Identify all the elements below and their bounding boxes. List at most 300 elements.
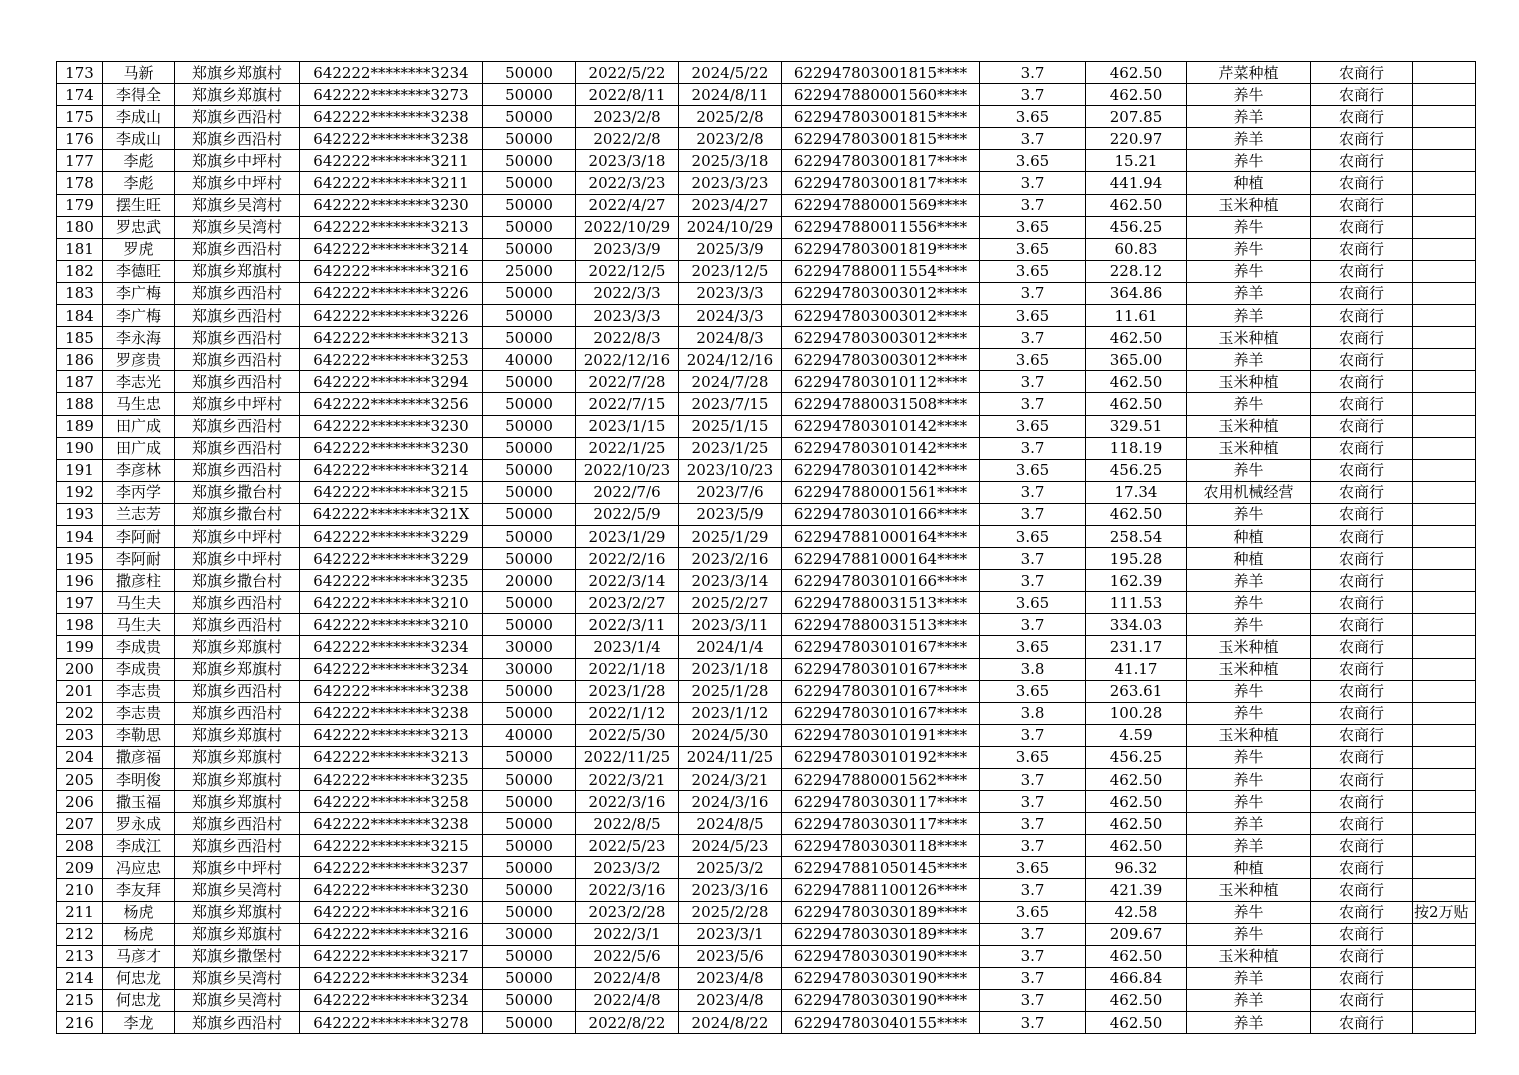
subsidy-amount-cell: 118.19 <box>1086 437 1187 459</box>
village-cell: 郑旗乡西沿村 <box>175 371 300 393</box>
row-number-cell: 179 <box>57 194 103 216</box>
row-number-cell: 206 <box>57 791 103 813</box>
table-row <box>57 172 1476 194</box>
row-number-cell: 198 <box>57 614 103 636</box>
account-number-cell: 622947803030118**** <box>782 835 980 857</box>
interest-rate-cell: 3.7 <box>980 194 1086 216</box>
loan-amount-cell: 50000 <box>483 746 576 768</box>
bank-cell: 农商行 <box>1311 945 1413 967</box>
table-row <box>57 813 1476 835</box>
table-row <box>57 989 1476 1011</box>
purpose-cell: 养牛 <box>1187 702 1311 724</box>
end-date-cell: 2024/5/23 <box>679 835 782 857</box>
account-number-cell: 622947803001815**** <box>782 62 980 84</box>
name-cell: 马彦才 <box>103 945 175 967</box>
row-number-cell: 193 <box>57 503 103 525</box>
note-cell <box>1413 989 1476 1011</box>
loan-amount-cell: 50000 <box>483 282 576 304</box>
note-cell <box>1413 746 1476 768</box>
subsidy-amount-cell: 258.54 <box>1086 525 1187 547</box>
account-number-cell: 622947803010167**** <box>782 658 980 680</box>
id-number-cell: 642222********3213 <box>300 216 483 238</box>
name-cell: 李得全 <box>103 84 175 106</box>
name-cell: 冯应忠 <box>103 857 175 879</box>
village-cell: 郑旗乡撒台村 <box>175 570 300 592</box>
start-date-cell: 2023/1/29 <box>576 525 679 547</box>
bank-cell: 农商行 <box>1311 481 1413 503</box>
village-cell: 郑旗乡西沿村 <box>175 305 300 327</box>
purpose-cell: 养牛 <box>1187 746 1311 768</box>
name-cell: 罗忠武 <box>103 216 175 238</box>
subsidy-amount-cell: 421.39 <box>1086 879 1187 901</box>
table-row <box>57 923 1476 945</box>
interest-rate-cell: 3.65 <box>980 525 1086 547</box>
id-number-cell: 642222********3234 <box>300 658 483 680</box>
start-date-cell: 2022/3/11 <box>576 614 679 636</box>
account-number-cell: 622947881000164**** <box>782 548 980 570</box>
start-date-cell: 2022/3/1 <box>576 923 679 945</box>
row-number-cell: 186 <box>57 349 103 371</box>
end-date-cell: 2023/7/15 <box>679 393 782 415</box>
village-cell: 郑旗乡西沿村 <box>175 238 300 260</box>
interest-rate-cell: 3.7 <box>980 128 1086 150</box>
loan-amount-cell: 50000 <box>483 879 576 901</box>
name-cell: 李德旺 <box>103 260 175 282</box>
table-row <box>57 305 1476 327</box>
interest-rate-cell: 3.65 <box>980 260 1086 282</box>
note-cell <box>1413 106 1476 128</box>
loan-amount-cell: 50000 <box>483 857 576 879</box>
name-cell: 杨虎 <box>103 923 175 945</box>
table-row <box>57 128 1476 150</box>
note-cell <box>1413 945 1476 967</box>
id-number-cell: 642222********3211 <box>300 150 483 172</box>
bank-cell: 农商行 <box>1311 503 1413 525</box>
name-cell: 撒彦福 <box>103 746 175 768</box>
purpose-cell: 种植 <box>1187 172 1311 194</box>
loan-amount-cell: 50000 <box>483 150 576 172</box>
account-number-cell: 622947881000164**** <box>782 525 980 547</box>
loan-amount-cell: 20000 <box>483 570 576 592</box>
name-cell: 马生忠 <box>103 393 175 415</box>
note-cell <box>1413 415 1476 437</box>
id-number-cell: 642222********3211 <box>300 172 483 194</box>
loan-amount-cell: 50000 <box>483 128 576 150</box>
purpose-cell: 养牛 <box>1187 923 1311 945</box>
loan-amount-cell: 30000 <box>483 923 576 945</box>
note-cell <box>1413 62 1476 84</box>
row-number-cell: 190 <box>57 437 103 459</box>
start-date-cell: 2022/12/16 <box>576 349 679 371</box>
interest-rate-cell: 3.8 <box>980 702 1086 724</box>
table-row <box>57 106 1476 128</box>
account-number-cell: 622947803030190**** <box>782 967 980 989</box>
account-number-cell: 622947880001560**** <box>782 84 980 106</box>
village-cell: 郑旗乡西沿村 <box>175 1012 300 1034</box>
table-row <box>57 282 1476 304</box>
end-date-cell: 2024/8/22 <box>679 1012 782 1034</box>
village-cell: 郑旗乡西沿村 <box>175 415 300 437</box>
purpose-cell: 养羊 <box>1187 128 1311 150</box>
village-cell: 郑旗乡西沿村 <box>175 437 300 459</box>
village-cell: 郑旗乡郑旗村 <box>175 769 300 791</box>
end-date-cell: 2024/8/5 <box>679 813 782 835</box>
table-row <box>57 415 1476 437</box>
table-row <box>57 945 1476 967</box>
account-number-cell: 622947880031513**** <box>782 592 980 614</box>
table-row <box>57 835 1476 857</box>
interest-rate-cell: 3.65 <box>980 680 1086 702</box>
table-row <box>57 525 1476 547</box>
bank-cell: 农商行 <box>1311 967 1413 989</box>
id-number-cell: 642222********3230 <box>300 194 483 216</box>
subsidy-amount-cell: 462.50 <box>1086 835 1187 857</box>
interest-rate-cell: 3.7 <box>980 923 1086 945</box>
id-number-cell: 642222********3216 <box>300 923 483 945</box>
loan-amount-cell: 50000 <box>483 84 576 106</box>
account-number-cell: 622947803010167**** <box>782 702 980 724</box>
purpose-cell: 养羊 <box>1187 967 1311 989</box>
interest-rate-cell: 3.65 <box>980 636 1086 658</box>
bank-cell: 农商行 <box>1311 172 1413 194</box>
note-cell <box>1413 503 1476 525</box>
note-cell <box>1413 835 1476 857</box>
note-cell <box>1413 238 1476 260</box>
start-date-cell: 2022/1/12 <box>576 702 679 724</box>
bank-cell: 农商行 <box>1311 62 1413 84</box>
village-cell: 郑旗乡西沿村 <box>175 614 300 636</box>
loan-amount-cell: 50000 <box>483 1012 576 1034</box>
end-date-cell: 2025/3/18 <box>679 150 782 172</box>
loan-amount-cell: 30000 <box>483 658 576 680</box>
purpose-cell: 玉米种植 <box>1187 879 1311 901</box>
purpose-cell: 种植 <box>1187 525 1311 547</box>
name-cell: 马生夫 <box>103 592 175 614</box>
account-number-cell: 622947803040155**** <box>782 1012 980 1034</box>
bank-cell: 农商行 <box>1311 371 1413 393</box>
village-cell: 郑旗乡郑旗村 <box>175 923 300 945</box>
end-date-cell: 2024/12/16 <box>679 349 782 371</box>
subsidy-amount-cell: 209.67 <box>1086 923 1187 945</box>
end-date-cell: 2023/1/25 <box>679 437 782 459</box>
bank-cell: 农商行 <box>1311 305 1413 327</box>
subsidy-amount-cell: 17.34 <box>1086 481 1187 503</box>
purpose-cell: 养羊 <box>1187 1012 1311 1034</box>
interest-rate-cell: 3.65 <box>980 901 1086 923</box>
note-cell <box>1413 216 1476 238</box>
note-cell <box>1413 459 1476 481</box>
village-cell: 郑旗乡撒堡村 <box>175 945 300 967</box>
table-row <box>57 724 1476 746</box>
id-number-cell: 642222********3234 <box>300 989 483 1011</box>
loan-amount-cell: 50000 <box>483 238 576 260</box>
name-cell: 李广梅 <box>103 282 175 304</box>
interest-rate-cell: 3.65 <box>980 305 1086 327</box>
end-date-cell: 2024/1/4 <box>679 636 782 658</box>
bank-cell: 农商行 <box>1311 835 1413 857</box>
interest-rate-cell: 3.7 <box>980 62 1086 84</box>
subsidy-amount-cell: 462.50 <box>1086 84 1187 106</box>
note-cell <box>1413 879 1476 901</box>
loan-amount-cell: 50000 <box>483 835 576 857</box>
table-row <box>57 194 1476 216</box>
bank-cell: 农商行 <box>1311 194 1413 216</box>
account-number-cell: 622947881100126**** <box>782 879 980 901</box>
note-cell <box>1413 548 1476 570</box>
name-cell: 马新 <box>103 62 175 84</box>
purpose-cell: 养牛 <box>1187 769 1311 791</box>
loan-amount-cell: 50000 <box>483 813 576 835</box>
account-number-cell: 622947803010192**** <box>782 746 980 768</box>
start-date-cell: 2022/5/22 <box>576 62 679 84</box>
name-cell: 何忠龙 <box>103 989 175 1011</box>
table-row <box>57 658 1476 680</box>
id-number-cell: 642222********3237 <box>300 857 483 879</box>
note-cell <box>1413 150 1476 172</box>
bank-cell: 农商行 <box>1311 724 1413 746</box>
loan-amount-cell: 50000 <box>483 459 576 481</box>
subsidy-amount-cell: 462.50 <box>1086 769 1187 791</box>
start-date-cell: 2022/8/22 <box>576 1012 679 1034</box>
bank-cell: 农商行 <box>1311 238 1413 260</box>
name-cell: 李志贵 <box>103 702 175 724</box>
name-cell: 李明俊 <box>103 769 175 791</box>
loan-amount-cell: 50000 <box>483 62 576 84</box>
id-number-cell: 642222********3230 <box>300 879 483 901</box>
bank-cell: 农商行 <box>1311 614 1413 636</box>
bank-cell: 农商行 <box>1311 1012 1413 1034</box>
start-date-cell: 2022/2/16 <box>576 548 679 570</box>
account-number-cell: 622947803030190**** <box>782 945 980 967</box>
subsidy-amount-cell: 162.39 <box>1086 570 1187 592</box>
row-number-cell: 216 <box>57 1012 103 1034</box>
table-row <box>57 967 1476 989</box>
subsidy-amount-cell: 263.61 <box>1086 680 1187 702</box>
purpose-cell: 养羊 <box>1187 813 1311 835</box>
subsidy-amount-cell: 231.17 <box>1086 636 1187 658</box>
interest-rate-cell: 3.7 <box>980 327 1086 349</box>
table-row <box>57 349 1476 371</box>
row-number-cell: 211 <box>57 901 103 923</box>
note-cell <box>1413 702 1476 724</box>
start-date-cell: 2023/1/15 <box>576 415 679 437</box>
village-cell: 郑旗乡郑旗村 <box>175 84 300 106</box>
row-number-cell: 214 <box>57 967 103 989</box>
start-date-cell: 2022/4/27 <box>576 194 679 216</box>
loan-amount-cell: 25000 <box>483 260 576 282</box>
subsidy-amount-cell: 364.86 <box>1086 282 1187 304</box>
subsidy-amount-cell: 462.50 <box>1086 1012 1187 1034</box>
table-row <box>57 746 1476 768</box>
loan-amount-cell: 50000 <box>483 592 576 614</box>
purpose-cell: 玉米种植 <box>1187 636 1311 658</box>
id-number-cell: 642222********3234 <box>300 967 483 989</box>
note-cell <box>1413 128 1476 150</box>
purpose-cell: 养羊 <box>1187 282 1311 304</box>
row-number-cell: 192 <box>57 481 103 503</box>
village-cell: 郑旗乡西沿村 <box>175 282 300 304</box>
start-date-cell: 2022/3/21 <box>576 769 679 791</box>
table-row <box>57 62 1476 84</box>
subsidy-amount-cell: 96.32 <box>1086 857 1187 879</box>
loan-amount-cell: 50000 <box>483 967 576 989</box>
purpose-cell: 玉米种植 <box>1187 194 1311 216</box>
end-date-cell: 2023/10/23 <box>679 459 782 481</box>
village-cell: 郑旗乡中坪村 <box>175 857 300 879</box>
purpose-cell: 养牛 <box>1187 216 1311 238</box>
table-row <box>57 150 1476 172</box>
village-cell: 郑旗乡郑旗村 <box>175 62 300 84</box>
end-date-cell: 2024/3/16 <box>679 791 782 813</box>
purpose-cell: 玉米种植 <box>1187 371 1311 393</box>
end-date-cell: 2023/3/3 <box>679 282 782 304</box>
purpose-cell: 养牛 <box>1187 614 1311 636</box>
table-row <box>57 592 1476 614</box>
account-number-cell: 622947803010167**** <box>782 680 980 702</box>
bank-cell: 农商行 <box>1311 989 1413 1011</box>
start-date-cell: 2022/11/25 <box>576 746 679 768</box>
interest-rate-cell: 3.65 <box>980 592 1086 614</box>
bank-cell: 农商行 <box>1311 923 1413 945</box>
row-number-cell: 183 <box>57 282 103 304</box>
purpose-cell: 养牛 <box>1187 680 1311 702</box>
row-number-cell: 187 <box>57 371 103 393</box>
end-date-cell: 2024/11/25 <box>679 746 782 768</box>
id-number-cell: 642222********3226 <box>300 305 483 327</box>
village-cell: 郑旗乡撒台村 <box>175 481 300 503</box>
interest-rate-cell: 3.65 <box>980 349 1086 371</box>
interest-rate-cell: 3.7 <box>980 371 1086 393</box>
account-number-cell: 622947880001561**** <box>782 481 980 503</box>
id-number-cell: 642222********3214 <box>300 459 483 481</box>
purpose-cell: 养牛 <box>1187 459 1311 481</box>
village-cell: 郑旗乡西沿村 <box>175 835 300 857</box>
end-date-cell: 2025/2/27 <box>679 592 782 614</box>
id-number-cell: 642222********3229 <box>300 548 483 570</box>
row-number-cell: 178 <box>57 172 103 194</box>
purpose-cell: 养羊 <box>1187 570 1311 592</box>
id-number-cell: 642222********3234 <box>300 62 483 84</box>
bank-cell: 农商行 <box>1311 592 1413 614</box>
end-date-cell: 2025/2/28 <box>679 901 782 923</box>
table-row <box>57 238 1476 260</box>
note-cell <box>1413 282 1476 304</box>
note-cell <box>1413 680 1476 702</box>
start-date-cell: 2022/8/11 <box>576 84 679 106</box>
interest-rate-cell: 3.7 <box>980 835 1086 857</box>
bank-cell: 农商行 <box>1311 791 1413 813</box>
subsidy-amount-cell: 42.58 <box>1086 901 1187 923</box>
village-cell: 郑旗乡郑旗村 <box>175 791 300 813</box>
subsidy-amount-cell: 15.21 <box>1086 150 1187 172</box>
note-cell <box>1413 769 1476 791</box>
start-date-cell: 2023/2/28 <box>576 901 679 923</box>
subsidy-amount-cell: 462.50 <box>1086 194 1187 216</box>
note-cell <box>1413 172 1476 194</box>
table-row <box>57 503 1476 525</box>
loan-amount-cell: 50000 <box>483 106 576 128</box>
id-number-cell: 642222********3273 <box>300 84 483 106</box>
village-cell: 郑旗乡撒台村 <box>175 503 300 525</box>
end-date-cell: 2023/3/16 <box>679 879 782 901</box>
bank-cell: 农商行 <box>1311 327 1413 349</box>
interest-rate-cell: 3.7 <box>980 548 1086 570</box>
loan-amount-cell: 50000 <box>483 415 576 437</box>
loan-amount-cell: 50000 <box>483 945 576 967</box>
subsidy-amount-cell: 462.50 <box>1086 371 1187 393</box>
purpose-cell: 养牛 <box>1187 393 1311 415</box>
table-row <box>57 216 1476 238</box>
table-row <box>57 327 1476 349</box>
village-cell: 郑旗乡吴湾村 <box>175 194 300 216</box>
village-cell: 郑旗乡中坪村 <box>175 525 300 547</box>
note-cell <box>1413 658 1476 680</box>
loan-amount-cell: 50000 <box>483 901 576 923</box>
account-number-cell: 622947803030190**** <box>782 989 980 1011</box>
village-cell: 郑旗乡吴湾村 <box>175 989 300 1011</box>
row-number-cell: 180 <box>57 216 103 238</box>
end-date-cell: 2025/2/8 <box>679 106 782 128</box>
purpose-cell: 芹菜种植 <box>1187 62 1311 84</box>
purpose-cell: 玉米种植 <box>1187 437 1311 459</box>
table-body <box>57 62 1476 1034</box>
start-date-cell: 2022/2/8 <box>576 128 679 150</box>
loan-amount-cell: 50000 <box>483 525 576 547</box>
bank-cell: 农商行 <box>1311 570 1413 592</box>
bank-cell: 农商行 <box>1311 216 1413 238</box>
subsidy-amount-cell: 462.50 <box>1086 989 1187 1011</box>
name-cell: 田广成 <box>103 415 175 437</box>
purpose-cell: 养牛 <box>1187 592 1311 614</box>
id-number-cell: 642222********3235 <box>300 769 483 791</box>
account-number-cell: 622947803030117**** <box>782 813 980 835</box>
table-row <box>57 879 1476 901</box>
bank-cell: 农商行 <box>1311 437 1413 459</box>
bank-cell: 农商行 <box>1311 636 1413 658</box>
end-date-cell: 2023/1/12 <box>679 702 782 724</box>
row-number-cell: 210 <box>57 879 103 901</box>
end-date-cell: 2023/5/9 <box>679 503 782 525</box>
village-cell: 郑旗乡中坪村 <box>175 393 300 415</box>
account-number-cell: 622947803001815**** <box>782 106 980 128</box>
table-row <box>57 548 1476 570</box>
subsidy-amount-cell: 462.50 <box>1086 327 1187 349</box>
start-date-cell: 2022/5/6 <box>576 945 679 967</box>
interest-rate-cell: 3.7 <box>980 503 1086 525</box>
loan-amount-cell: 50000 <box>483 305 576 327</box>
end-date-cell: 2023/4/27 <box>679 194 782 216</box>
note-cell <box>1413 371 1476 393</box>
loan-amount-cell: 50000 <box>483 172 576 194</box>
bank-cell: 农商行 <box>1311 84 1413 106</box>
note-cell <box>1413 614 1476 636</box>
row-number-cell: 173 <box>57 62 103 84</box>
bank-cell: 农商行 <box>1311 901 1413 923</box>
village-cell: 郑旗乡西沿村 <box>175 702 300 724</box>
row-number-cell: 185 <box>57 327 103 349</box>
name-cell: 兰志芳 <box>103 503 175 525</box>
row-number-cell: 188 <box>57 393 103 415</box>
subsidy-amount-cell: 60.83 <box>1086 238 1187 260</box>
id-number-cell: 642222********3215 <box>300 481 483 503</box>
end-date-cell: 2025/1/15 <box>679 415 782 437</box>
row-number-cell: 213 <box>57 945 103 967</box>
subsidy-amount-cell: 456.25 <box>1086 459 1187 481</box>
id-number-cell: 642222********3278 <box>300 1012 483 1034</box>
purpose-cell: 养羊 <box>1187 305 1311 327</box>
table-row <box>57 393 1476 415</box>
loan-amount-cell: 50000 <box>483 194 576 216</box>
